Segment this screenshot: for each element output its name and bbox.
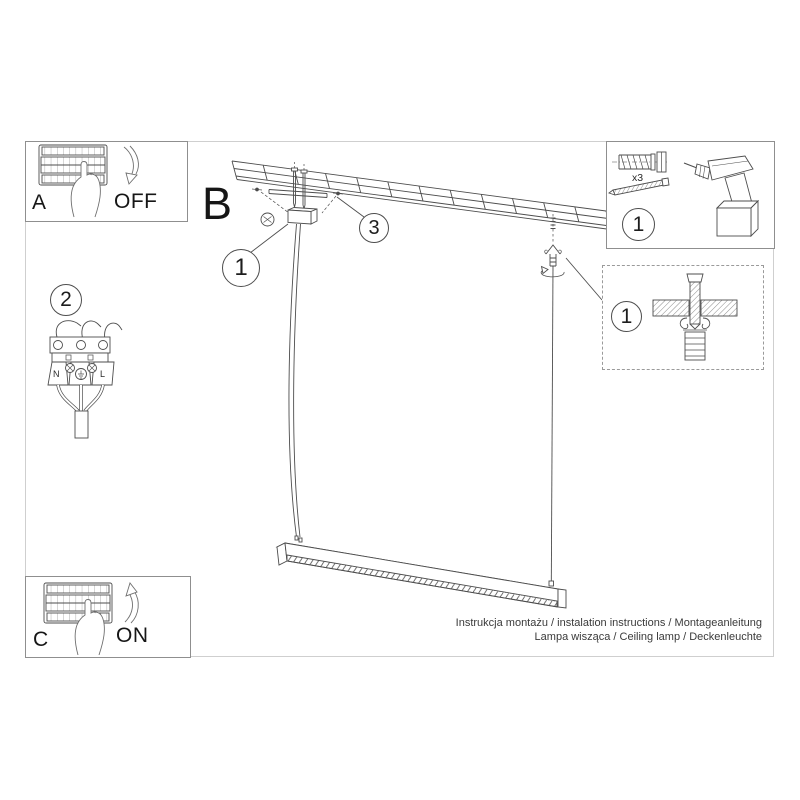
footer-line-1: Instrukcja montażu / instalation instructions / Montageanleitung [455, 617, 762, 629]
callout-3: 3 [359, 213, 389, 243]
callout-2: 2 [50, 284, 82, 316]
terminal-block-illustration [40, 310, 130, 445]
arrow-down-icon [124, 146, 138, 184]
panel-step-a [25, 141, 188, 222]
suspension-wire-right [541, 214, 564, 586]
ground-icon [76, 369, 87, 380]
fuse-panel-off-illustration [26, 142, 185, 219]
tools-callout-1: 1 [622, 208, 655, 241]
leader-detail-box [566, 258, 602, 300]
step-label-c: C [33, 628, 49, 651]
canopy-assembly [252, 162, 343, 226]
switch-state-on: ON [116, 624, 149, 647]
footer-text [456, 617, 762, 644]
step-label-a: A [32, 191, 47, 214]
detail-box [602, 265, 764, 370]
tools-box [606, 141, 775, 249]
leader-callout-3 [337, 197, 364, 217]
arrow-up-icon [125, 583, 138, 623]
fuse-panel-on-illustration [26, 577, 188, 655]
led-diffuser-strip [287, 555, 557, 607]
anchor-quantity: x3 [632, 172, 644, 184]
screw-head-icon [261, 213, 274, 226]
leader-callout-1 [250, 224, 288, 253]
suspension-wire-left [289, 224, 302, 542]
step-label-b: B [202, 178, 233, 229]
pendant-bar [277, 543, 566, 608]
switch-state-off: OFF [114, 190, 158, 213]
callout-1: 1 [222, 249, 260, 287]
terminal-label-l: L [100, 369, 106, 379]
wall-anchor-icon [612, 152, 669, 172]
detail-callout-1: 1 [611, 301, 642, 332]
panel-step-c [25, 576, 191, 658]
terminal-label-n: N [53, 369, 60, 379]
drill-icon [684, 156, 758, 236]
footer-line-2: Lampa wisząca / Ceiling lamp / Deckenleuchte [534, 630, 762, 643]
